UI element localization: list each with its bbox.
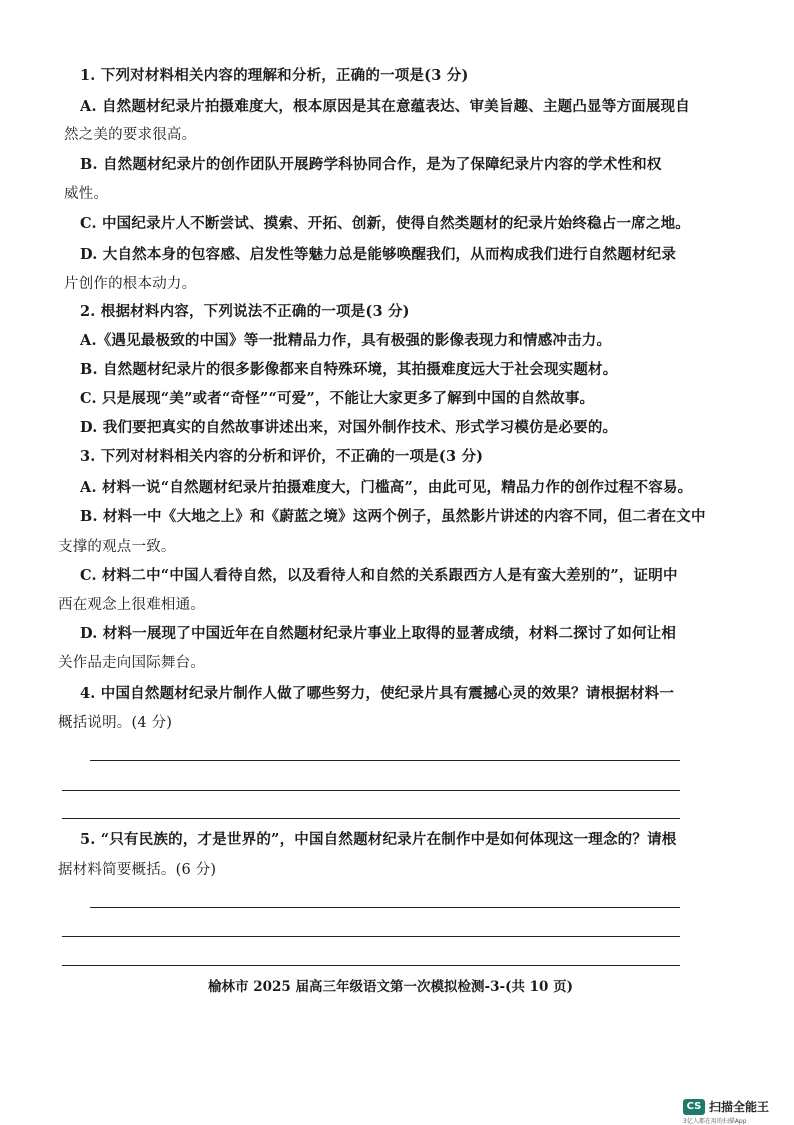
question-1-option-b-cont: 威性。 <box>64 186 109 202</box>
question-1-option-b: B. 自然题材纪录片的创作团队开展跨学科协同合作，是为了保障纪录片内容的学术性和权 <box>80 156 662 173</box>
question-1-option-d-cont: 片创作的根本动力。 <box>64 276 197 292</box>
question-2-option-b: B. 自然题材纪录片的很多影像都来自特殊环境，其拍摄难度远大于社会现实题材。 <box>80 361 618 378</box>
question-1-option-a: A. 自然题材纪录片拍摄难度大，根本原因是其在意蕴表达、审美旨趣、主题凸显等方面展现自 <box>80 98 690 115</box>
page-footer: 榆林市 2025 届高三年级语文第一次模拟检测-3-(共 10 页) <box>208 979 574 995</box>
question-3-option-c: C. 材料二中“中国人看待自然，以及看待人和自然的关系跟西方人是有蛮大差别的”，证明中 <box>80 567 678 584</box>
watermark-brand-name: 扫描全能王 <box>709 1100 770 1114</box>
question-3-option-d-cont: 关作品走向国际舞台。 <box>58 655 205 671</box>
watermark-tagline: 3亿人都在用的扫描App <box>683 1118 747 1125</box>
question-4-answer-line-3 <box>62 818 680 819</box>
question-3-option-b-cont: 支撑的观点一致。 <box>58 539 176 555</box>
question-3-prompt: 3. 下列对材料相关内容的分析和评价，不正确的一项是(3 分) <box>80 448 484 465</box>
question-3-option-d: D. 材料一展现了中国近年在自然题材纪录片事业上取得的显著成绩，材料二探讨了如何让相 <box>80 625 677 642</box>
question-4-answer-line-2 <box>62 790 680 791</box>
question-5-prompt: 5. “只有民族的，才是世界的”，中国自然题材纪录片在制作中是如何体现这一理念的？请根 <box>80 831 677 848</box>
camscanner-watermark <box>683 1097 793 1123</box>
question-5-answer-line-3 <box>62 965 680 966</box>
question-1-prompt: 1. 下列对材料相关内容的理解和分析，正确的一项是(3 分) <box>80 67 469 84</box>
cs-logo-icon: CS <box>683 1099 705 1115</box>
question-2-prompt: 2. 根据材料内容，下列说法不正确的一项是(3 分) <box>80 303 410 320</box>
question-2-option-c: C. 只是展现“美”或者“奇怪”“可爱”，不能让大家更多了解到中国的自然故事。 <box>80 390 595 407</box>
question-4-prompt-cont: 概括说明。(4 分) <box>58 715 173 731</box>
question-1-option-a-cont: 然之美的要求很高。 <box>64 127 197 143</box>
question-1-option-d: D. 大自然本身的包容感、启发性等魅力总是能够唤醒我们，从而构成我们进行自然题材纪录 <box>80 246 677 263</box>
question-5-answer-line-2 <box>62 936 680 937</box>
question-1-option-c: C. 中国纪录片人不断尝试、摸索、开拓、创新，使得自然类题材的纪录片始终稳占一席之地。 <box>80 215 690 232</box>
question-5-answer-line-1 <box>90 907 680 908</box>
question-5-prompt-cont: 据材料简要概括。(6 分) <box>58 862 217 878</box>
question-3-option-b: B. 材料一中《大地之上》和《蔚蓝之境》这两个例子，虽然影片讲述的内容不同，但二者在文中 <box>80 508 706 525</box>
question-4-answer-line-1 <box>90 760 680 761</box>
question-2-option-a: A.《遇见最极致的中国》等一批精品力作，具有极强的影像表现力和情感冲击力。 <box>80 332 612 349</box>
question-3-option-a: A. 材料一说“自然题材纪录片拍摄难度大，门槛高”，由此可见，精品力作的创作过程不容易。 <box>80 479 693 496</box>
question-4-prompt: 4. 中国自然题材纪录片制作人做了哪些努力，使纪录片具有震撼心灵的效果？请根据材料一 <box>80 685 675 702</box>
question-3-option-c-cont: 西在观念上很难相通。 <box>58 597 205 613</box>
question-2-option-d: D. 我们要把真实的自然故事讲述出来，对国外制作技术、形式学习模仿是必要的。 <box>80 419 618 436</box>
